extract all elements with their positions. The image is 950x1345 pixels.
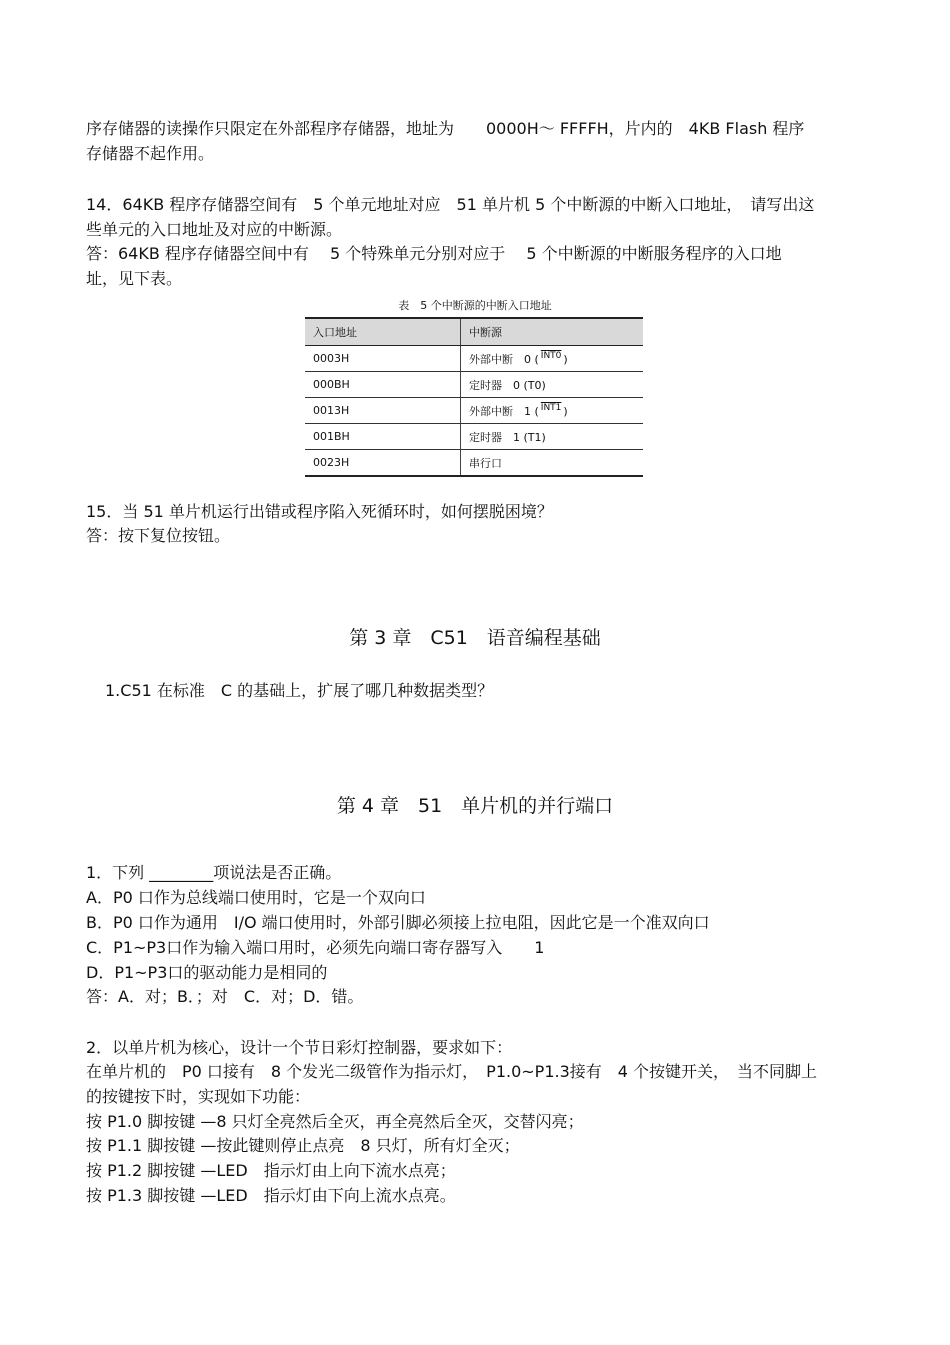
option-d: D．P1~P3口的驱动能力是相同的	[86, 963, 328, 982]
interrupt-source: 外部中断 1 ( $^{INT1}$ )	[461, 398, 644, 424]
answer-chapter-4-q1: 答：A．对；B．；对 C．对；D．错。	[86, 987, 364, 1006]
question-15: 15．当 51 单片机运行出错或程序陷入死循环时，如何摆脱困境？	[86, 502, 553, 521]
chapter-3-title: 第 3 章 C51 语音编程基础	[349, 627, 601, 649]
question-14: 14．64KB 程序存储器空间有 5 个单元地址对应 51 单片机 5 个中断源的中断入口地址， 请写出这	[86, 195, 815, 214]
table-row	[305, 424, 643, 450]
entry-address: 0003H	[305, 346, 461, 372]
answer-14-cont: 址，见下表。	[86, 269, 183, 288]
table-header-row	[305, 318, 643, 346]
interrupt-source: 定时器 1 (T1)	[461, 424, 644, 450]
table-row	[305, 398, 643, 424]
interrupt-source: 定时器 0 (T0)	[461, 372, 644, 398]
question-2-line: 按 P1.2 脚按键 —LED 指示灯由上向下流水点亮；	[86, 1161, 456, 1180]
table-caption: 表 5 个中断源的中断入口地址	[398, 299, 552, 312]
question-14-cont: 些单元的入口地址及对应的中断源。	[86, 220, 343, 239]
interrupt-vector-table	[305, 317, 643, 477]
option-b: B．P0 口作为通用 I/O 端口使用时，外部引脚必须接上拉电阻，因此它是一个准双向口	[86, 913, 710, 932]
paragraph-line: 存储器不起作用。	[86, 144, 215, 163]
answer-15: 答：按下复位按钮。	[86, 526, 231, 545]
chapter-3-question-1: 1.C51 在标准 C 的基础上，扩展了哪几种数据类型？	[105, 681, 494, 700]
entry-address: 0013H	[305, 398, 461, 424]
interrupt-source: 外部中断 0 ( $^{INT0}$ )	[461, 346, 644, 372]
chapter-4-title: 第 4 章 51 单片机的并行端口	[336, 795, 614, 817]
question-2-line: 按 P1.3 脚按键 —LED 指示灯由下向上流水点亮。	[86, 1186, 456, 1205]
question-2-line: 按 P1.0 脚按键 —8 只灯全亮然后全灭，再全亮然后全灭，交替闪亮；	[86, 1112, 584, 1131]
answer-14: 答：64KB 程序存储器空间中有 5 个特殊单元分别对应于 5 个中断源的中断服务程序的入口地	[86, 244, 782, 263]
question-2-line: 按 P1.1 脚按键 —按此键则停止点亮 8 只灯，所有灯全灭；	[86, 1136, 520, 1155]
table-row	[305, 450, 643, 477]
entry-address: 001BH	[305, 424, 461, 450]
column-header-address: 入口地址	[305, 318, 461, 346]
chapter-4-question-1: 1．下列 ________项说法是否正确。	[86, 863, 342, 882]
paragraph-line: 序存储器的读操作只限定在外部程序存储器，地址为 0000H～ FFFFH，片内的 4KB Flash 程序	[86, 119, 805, 138]
interrupt-source: 串行口	[461, 450, 644, 477]
entry-address: 0023H	[305, 450, 461, 477]
option-c: C．P1~P3口作为输入端口用时，必须先向端口寄存器写入 1	[86, 938, 545, 957]
table-row	[305, 372, 643, 398]
option-a: A．P0 口作为总线端口使用时，它是一个双向口	[86, 888, 426, 907]
question-2-line: 的按键按下时，实现如下功能：	[86, 1087, 311, 1106]
table-row	[305, 346, 643, 372]
entry-address: 000BH	[305, 372, 461, 398]
column-header-source: 中断源	[461, 318, 644, 346]
question-2-line: 在单片机的 P0 口接有 8 个发光二级管作为指示灯， P1.0~P1.3接有 4 个按键开关， 当不同脚上	[86, 1062, 818, 1081]
chapter-4-question-2: 2．以单片机为核心，设计一个节日彩灯控制器，要求如下：	[86, 1038, 513, 1057]
